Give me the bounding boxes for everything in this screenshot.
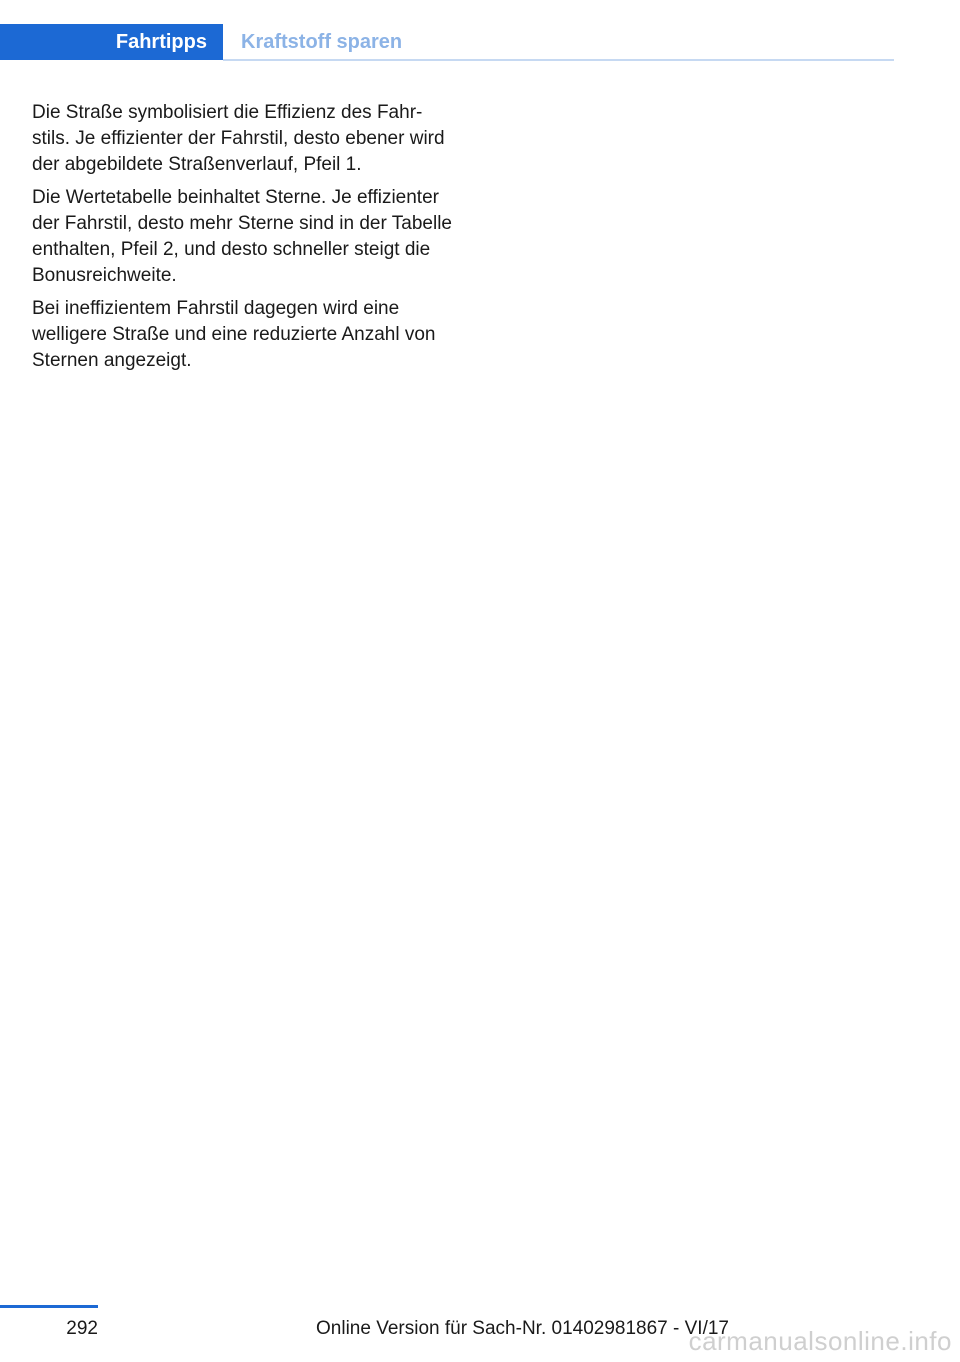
paragraph-road-efficiency: Die Straße symbolisiert die Effizienz des Fahrstils. Je effizienter der Fahrstil, desto ebener wird der abgebildete Straßenverlauf, Pfeil 1. <box>32 102 445 175</box>
paragraph-inefficient-style: Bei ineffizientem Fahrstil dagegen wird eine welligere Straße und eine reduzierte Anzahl von Sternen angezeigt. <box>32 298 436 371</box>
paragraph-stars-table: Die Wertetabelle beinhaltet Sterne. Je effizienter der Fahrstil, desto mehr Sterne sind in der Tabelle enthalten, Pfeil 2, und desto schneller steigt die Bonusreichweite. <box>32 187 452 286</box>
body-text <box>32 100 452 381</box>
header-subsection-tab[interactable]: Kraftstoff sparen <box>241 30 403 53</box>
header-section-tab[interactable]: Fahrtipps <box>0 24 223 60</box>
footer-divider <box>0 1305 98 1308</box>
header-divider <box>223 59 894 61</box>
footer-version-note: Online Version für Sach-Nr. 01402981867 - VI/17 <box>316 1318 729 1339</box>
watermark: carmanualsonline.info <box>688 1326 952 1356</box>
page-number: 292 <box>66 1318 98 1339</box>
page-header <box>0 24 894 62</box>
